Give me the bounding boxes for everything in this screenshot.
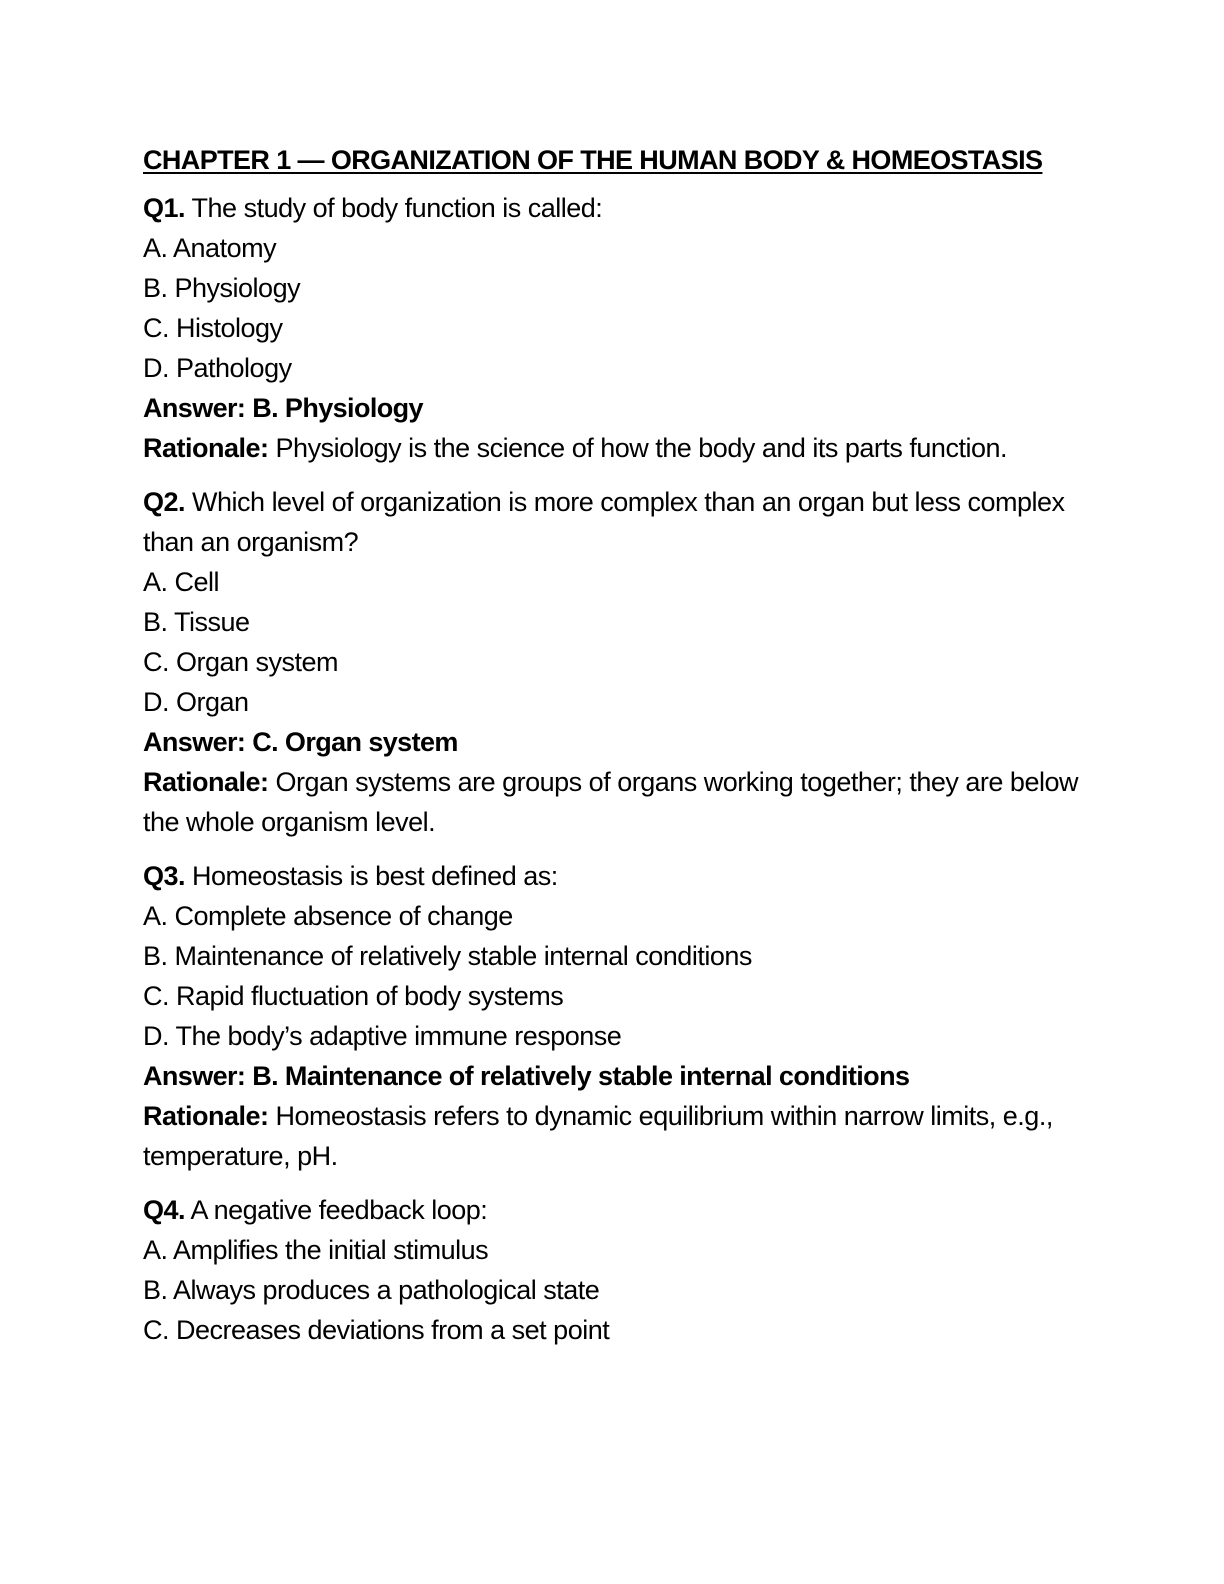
question-number: Q4.: [143, 1195, 186, 1225]
option-c: C. Histology: [143, 313, 283, 343]
question-1: [143, 188, 1083, 468]
answer: Answer: B. Physiology: [143, 393, 423, 423]
question-stem: [143, 1190, 1083, 1230]
question-stem: [143, 188, 1083, 228]
rationale-text: Organ systems are groups of organs working together; they are below the whole organism level.: [143, 767, 1078, 837]
question-text: The study of body function is called:: [191, 193, 603, 223]
rationale-text: Physiology is the science of how the body and its parts function.: [275, 433, 1007, 463]
option-b: B. Tissue: [143, 607, 250, 637]
question-text: Homeostasis is best defined as:: [192, 861, 558, 891]
option-b: B. Always produces a pathological state: [143, 1275, 600, 1305]
option-a: A. Cell: [143, 567, 220, 597]
rationale-text: Homeostasis refers to dynamic equilibrium within narrow limits, e.g., temperature, pH.: [143, 1101, 1053, 1171]
document-page: [143, 140, 1083, 1364]
rationale-label: Rationale:: [143, 1101, 269, 1131]
option-c: C. Decreases deviations from a set point: [143, 1315, 610, 1345]
question-text: A negative feedback loop:: [190, 1195, 488, 1225]
question-stem: [143, 482, 1083, 562]
answer: Answer: B. Maintenance of relatively stable internal conditions: [143, 1061, 910, 1091]
question-3: [143, 856, 1083, 1176]
option-a: A. Amplifies the initial stimulus: [143, 1235, 489, 1265]
question-stem: [143, 856, 1083, 896]
option-d: D. Pathology: [143, 353, 292, 383]
chapter-title: CHAPTER 1 — ORGANIZATION OF THE HUMAN BODY & HOMEOSTASIS: [143, 145, 1043, 175]
option-d: D. The body’s adaptive immune response: [143, 1021, 622, 1051]
rationale: [143, 428, 1083, 468]
answer: Answer: C. Organ system: [143, 727, 458, 757]
question-number: Q2.: [143, 487, 186, 517]
question-number: Q3.: [143, 861, 186, 891]
question-2: [143, 482, 1083, 842]
option-d: D. Organ: [143, 687, 249, 717]
rationale: [143, 762, 1083, 842]
rationale-label: Rationale:: [143, 433, 269, 463]
option-c: C. Rapid fluctuation of body systems: [143, 981, 564, 1011]
option-a: A. Complete absence of change: [143, 901, 513, 931]
rationale: [143, 1096, 1083, 1176]
rationale-label: Rationale:: [143, 767, 269, 797]
question-text: Which level of organization is more complex than an organ but less complex than an organism?: [143, 487, 1065, 557]
option-a: A. Anatomy: [143, 233, 277, 263]
option-b: B. Maintenance of relatively stable internal conditions: [143, 941, 752, 971]
option-c: C. Organ system: [143, 647, 339, 677]
question-4: [143, 1190, 1083, 1350]
question-number: Q1.: [143, 193, 186, 223]
option-b: B. Physiology: [143, 273, 301, 303]
